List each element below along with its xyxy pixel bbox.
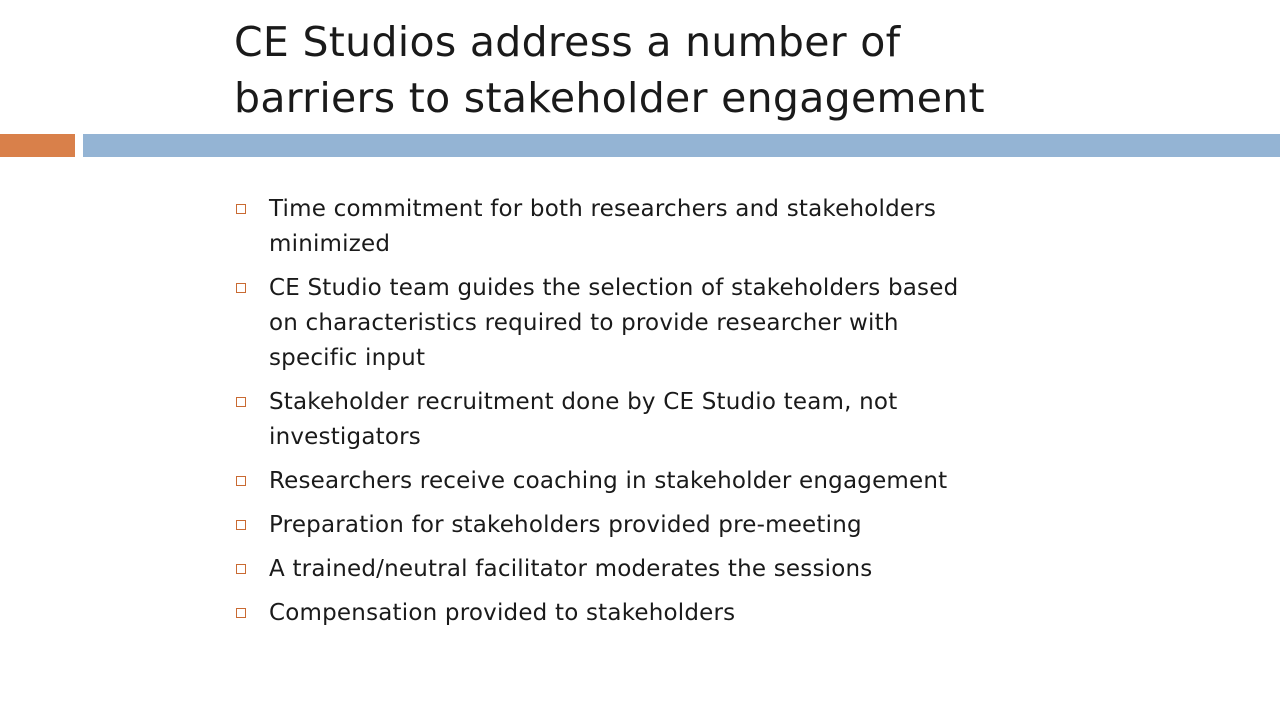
bullet-text-line: minimized bbox=[269, 231, 391, 257]
hollow-square-icon bbox=[236, 283, 246, 293]
bullet-text-line: Time commitment for both researchers and stakeholders bbox=[269, 196, 937, 222]
bullet-text-line: CE Studio team guides the selection of stakeholders based bbox=[269, 275, 959, 301]
hollow-square-icon bbox=[236, 476, 246, 486]
accent-bar-orange bbox=[0, 134, 75, 157]
bullet-text-line: on characteristics required to provide researcher with bbox=[269, 310, 899, 336]
hollow-square-icon bbox=[236, 564, 246, 574]
hollow-square-icon bbox=[236, 608, 246, 618]
slide-title-line: CE Studios address a number of bbox=[234, 18, 901, 66]
bullet-list bbox=[236, 192, 1056, 640]
bullet-text-line: Stakeholder recruitment done by CE Studio team, not bbox=[269, 389, 898, 415]
hollow-square-icon bbox=[236, 520, 246, 530]
slide-title-line: barriers to stakeholder engagement bbox=[234, 74, 985, 122]
hollow-square-icon bbox=[236, 397, 246, 407]
accent-bar-blue bbox=[83, 134, 1280, 157]
bullet-item bbox=[236, 552, 1056, 587]
bullet-text-line: Compensation provided to stakeholders bbox=[269, 600, 736, 626]
bullet-text-line: Researchers receive coaching in stakeholder engagement bbox=[269, 468, 948, 494]
bullet-text-line: specific input bbox=[269, 345, 426, 371]
bullet-text-line: A trained/neutral facilitator moderates the sessions bbox=[269, 556, 873, 582]
bullet-item bbox=[236, 596, 1056, 631]
bullet-item bbox=[236, 508, 1056, 543]
bullet-item bbox=[236, 464, 1056, 499]
hollow-square-icon bbox=[236, 204, 246, 214]
bullet-item bbox=[236, 385, 1056, 455]
bullet-item bbox=[236, 271, 1056, 376]
slide-title bbox=[234, 14, 1134, 126]
bullet-text-line: investigators bbox=[269, 424, 421, 450]
bullet-text-line: Preparation for stakeholders provided pre-meeting bbox=[269, 512, 862, 538]
bullet-item bbox=[236, 192, 1056, 262]
